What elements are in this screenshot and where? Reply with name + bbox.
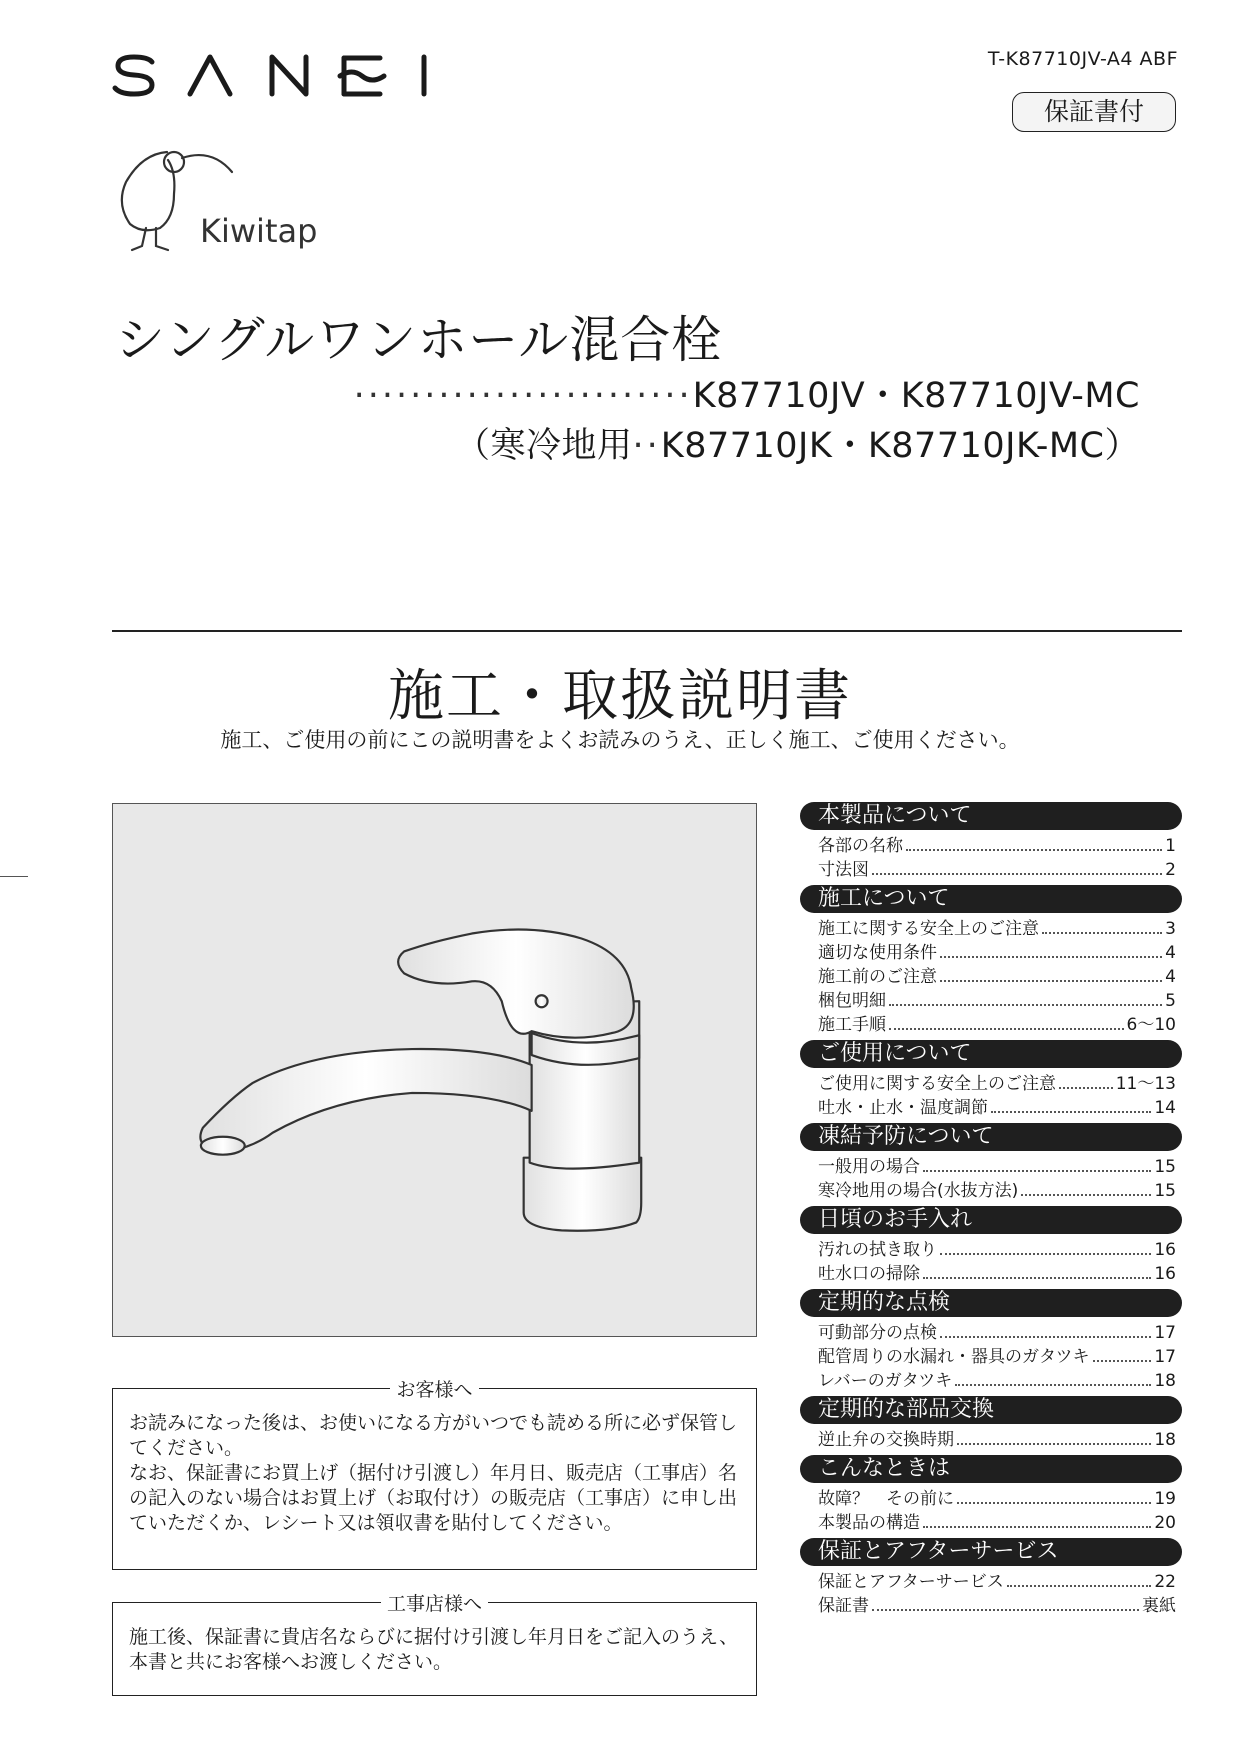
toc-section-title: 保証とアフターサービス [800,1538,1182,1566]
customer-notice [112,1379,757,1570]
product-title: シングルワンホール混合栓 [115,311,723,369]
sanei-logo-graphic [112,50,432,100]
toc-section [800,885,1182,1037]
toc-entry [800,989,1182,1013]
customer-notice-body: お読みになった後は、お使いになる方がいつでも読める所に必ず保管してください。 なお、保証書にお買上げ（据付け引渡し）年月日、販売店（工事店）名の記入のない場合はお買上げ（お取付け）の販売店（工事店）に申し出ていただくか、レシート又は領収書を貼付してください。 [129,1412,738,1534]
product-image [112,803,757,1337]
toc-entry [800,1238,1182,1262]
toc-entry-page: 17 [1154,1323,1176,1343]
model-numbers-standard: K87710JV・K87710JV-MC [692,376,1140,416]
customer-notice-title-wrap [113,1375,756,1402]
toc-section-title: ご使用について [800,1040,1182,1068]
manual-title: 施工・取扱説明書 [388,664,852,729]
toc-section [800,1396,1182,1452]
toc-section [800,1455,1182,1535]
warranty-badge: 保証書付 [1012,92,1176,132]
toc-entry-page: 1 [1165,836,1176,856]
toc-entry [800,1013,1182,1037]
toc-entry [800,1345,1182,1369]
toc-entry-label: 適切な使用条件 [818,943,937,963]
toc-section-title: 凍結予防について [800,1123,1182,1151]
toc-entry-page: 18 [1154,1430,1176,1450]
toc-entry-page: 15 [1154,1181,1176,1201]
toc-entry-page: 15 [1154,1157,1176,1177]
toc-leader-dots [889,1014,1124,1030]
toc-entry-label: 本製品の構造 [818,1513,920,1533]
toc-entry-label: 保証書 [818,1596,869,1616]
toc-entry [800,1179,1182,1203]
toc-entry-page: 11〜13 [1115,1074,1176,1094]
toc-section-title: 日頃のお手入れ [800,1206,1182,1234]
toc-section-title: 定期的な点検 [800,1289,1182,1317]
toc-leader-dots [872,859,1162,875]
toc-entry [800,1428,1182,1452]
toc-entry-label: 保証とアフターサービス [818,1572,1004,1592]
toc-entry-page: 2 [1165,860,1176,880]
toc-entry-label: 故障？ その前に [818,1489,954,1509]
toc-entry [800,858,1182,882]
leader-dots: ·· [632,426,661,466]
toc-entry [800,1072,1182,1096]
toc-leader-dots [940,966,1162,982]
toc-leader-dots [957,1429,1151,1445]
toc-leader-dots [1007,1571,1152,1587]
toc-entry [800,1511,1182,1535]
toc-leader-dots [1059,1073,1113,1089]
customer-notice-title: お客様へ [390,1379,478,1401]
toc-section [800,1040,1182,1120]
toc-section [800,1538,1182,1618]
toc-section [800,1289,1182,1393]
toc-leader-dots [923,1512,1151,1528]
toc-entry [800,1369,1182,1393]
installer-notice-title-wrap [113,1589,756,1616]
toc-leader-dots [1093,1346,1152,1362]
toc-entry-page: 3 [1165,919,1176,939]
toc-entry [800,1321,1182,1345]
toc-entry-label: レバーのガタツキ [818,1371,953,1391]
installer-notice-body: 施工後、保証書に貴店名ならびに据付け引渡し年月日をご記入のうえ、本書と共にお客様へお渡しください。 [129,1626,739,1673]
toc-section-title: こんなときは [800,1455,1182,1483]
faucet-illustration [113,804,756,1336]
toc-entry-label: 施工に関する安全上のご注意 [818,919,1039,939]
toc-leader-dots [991,1097,1151,1113]
installer-notice [112,1593,757,1696]
toc-entry [800,941,1182,965]
toc-entry-label: 吐水口の掃除 [818,1264,920,1284]
toc-entry-label: 吐水・止水・温度調節 [818,1098,988,1118]
toc-entry [800,965,1182,989]
toc-leader-dots [923,1263,1151,1279]
toc-entry-page: 4 [1165,943,1176,963]
brand-logo [112,50,432,100]
toc-entry-page: 16 [1154,1264,1176,1284]
toc-leader-dots [1021,1180,1151,1196]
toc-entry-page: 20 [1154,1513,1176,1533]
toc-entry-page: 18 [1154,1371,1176,1391]
document-code: T-K87710JV-A4 ABF [987,48,1178,70]
toc-section-title: 施工について [800,885,1182,913]
toc-entry-label: 可動部分の点検 [818,1323,937,1343]
series-name: Kiwitap [200,212,318,250]
toc-entry-page: 4 [1165,967,1176,987]
toc-entry-label: 施工手順 [818,1015,886,1035]
toc-entry [800,917,1182,941]
manual-subtitle: 施工、ご使用の前にこの説明書をよくお読みのうえ、正しく施工、ご使用ください。 [220,728,1020,752]
toc-entry-label: 汚れの拭き取り [818,1240,937,1260]
toc-entry-label: ご使用に関する安全上のご注意 [818,1074,1056,1094]
toc-leader-dots [957,1488,1151,1504]
divider [112,630,1182,632]
toc-section [800,1123,1182,1203]
toc-entry-label: 一般用の場合 [818,1157,920,1177]
installer-notice-title: 工事店様へ [381,1593,488,1615]
toc-entry-label: 寸法図 [818,860,869,880]
model-numbers-cold-region: K87710JK・K87710JK-MC） [660,426,1140,466]
toc-entry-page: 17 [1154,1347,1176,1367]
toc-entry-label: 施工前のご注意 [818,967,937,987]
toc-leader-dots [940,1322,1151,1338]
table-of-contents [800,802,1182,1621]
model-line-cold-region [455,418,1140,468]
toc-entry [800,1262,1182,1286]
toc-entry-label: 梱包明細 [818,991,886,1011]
toc-leader-dots [955,1370,1151,1386]
toc-entry [800,1155,1182,1179]
toc-entry-page: 6〜10 [1126,1015,1176,1035]
toc-leader-dots [906,835,1162,851]
toc-section-title: 本製品について [800,802,1182,830]
toc-entry-page: 5 [1165,991,1176,1011]
model-line-standard [354,368,1140,418]
toc-entry [800,834,1182,858]
toc-entry [800,1487,1182,1511]
toc-entry [800,1594,1182,1618]
toc-section [800,802,1182,882]
toc-entry-label: 各部の名称 [818,836,903,856]
toc-entry-label: 配管周りの水漏れ・器具のガタツキ [818,1347,1090,1367]
fold-mark [0,876,28,877]
toc-leader-dots [940,1239,1151,1255]
toc-section-title: 定期的な部品交換 [800,1396,1182,1424]
toc-leader-dots [872,1595,1139,1611]
toc-entry-page: 14 [1154,1098,1176,1118]
toc-leader-dots [889,990,1162,1006]
toc-entry-page: 22 [1154,1572,1176,1592]
toc-entry [800,1096,1182,1120]
toc-entry-page: 裏紙 [1142,1596,1176,1616]
toc-entry-page: 19 [1154,1489,1176,1509]
leader-dots: ························ [353,376,693,416]
toc-entry-page: 16 [1154,1240,1176,1260]
toc-entry-label: 寒冷地用の場合(水抜方法) [818,1181,1019,1201]
toc-section [800,1206,1182,1286]
cold-region-label: （寒冷地用 [454,426,633,466]
toc-leader-dots [1042,918,1162,934]
toc-entry [800,1570,1182,1594]
toc-leader-dots [940,942,1162,958]
toc-entry-label: 逆止弁の交換時期 [818,1430,954,1450]
toc-leader-dots [923,1156,1151,1172]
